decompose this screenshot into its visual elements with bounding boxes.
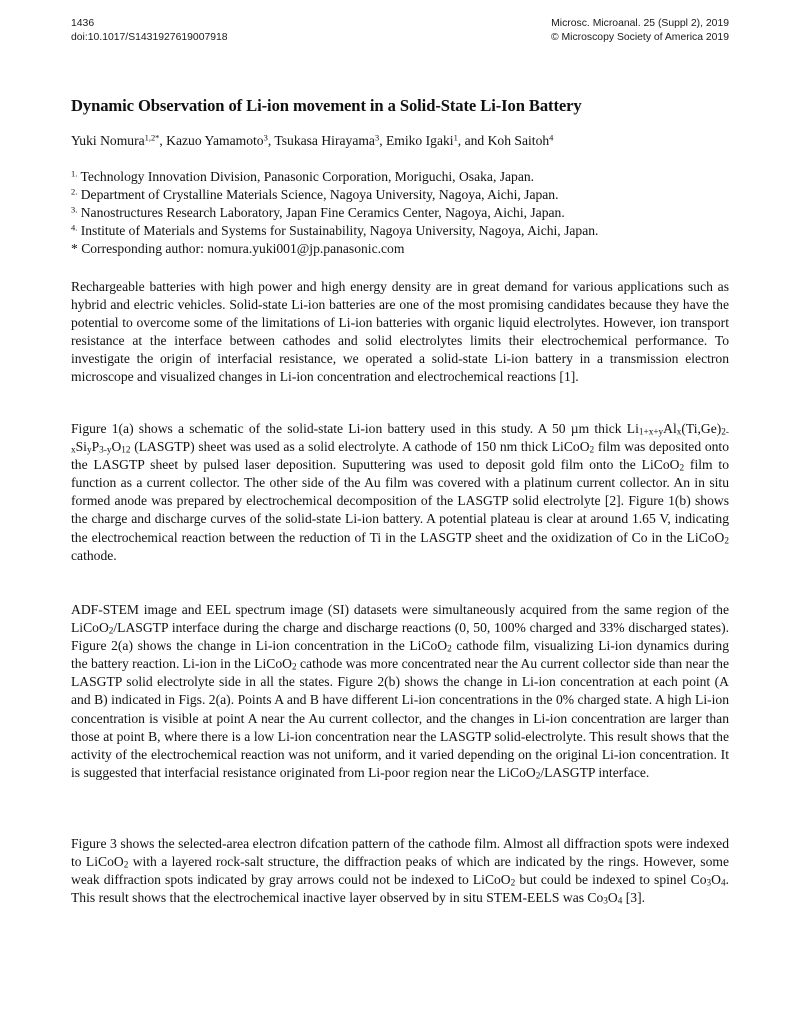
author-affiliation-marker: 3: [374, 132, 380, 143]
affiliations: [71, 168, 598, 258]
affiliation: $^{3.}$ Nanostructures Research Laboratory, Japan Fine Ceramics Center, Nagoya, Aichi, Japan.: [71, 204, 565, 220]
author-affiliation-marker: 4: [549, 132, 554, 143]
author-affiliation-marker: 1: [453, 132, 458, 143]
header-right: [551, 17, 729, 44]
author: Yuki Nomura$^{1,2*}$: [71, 132, 160, 148]
author-affiliation-marker: 3: [263, 132, 268, 143]
paper-title: Dynamic Observation of Li-ion movement in a Solid-State Li-Ion Battery: [71, 96, 582, 115]
journal-citation: Microsc. Microanal. 25 (Suppl 2), 2019: [551, 18, 729, 29]
paragraph-introduction: Rechargeable batteries with high power and high energy density are in great demand for various applications such as hybrid and electric vehicles. Solid-state Li-ion batteries are one of the most promising candidates because they have the potential to overcome some of the limitations of Li-ion batteries with organic liquid electrolytes. However, ion transport resistance at the interface between cathodes and solid electrolytes limits their electrochemical performance. To investigate the origin of interfacial resistance, we operated a solid-state Li-ion battery in a transmission electron microscope and visualized changes in Li-ion concentration and electrochemical reactions [1].: [71, 279, 729, 385]
affiliation: $^{4.}$ Institute of Materials and Systems for Sustainability, Nagoya University, Nagoya, Aichi, Japan.: [71, 222, 599, 238]
paragraph-figure-2: ADF-STEM image and EEL spectrum image (SI) datasets were simultaneously acquired from the same region of the LiCoO$_2$/LASGTP interface during the charge and discharge reactions (0, 50, 100% charged and 33% discharged states). Figure 2(a) shows the change in Li-ion concentration in the LiCoO$_2$ cathode film, visualizing Li-ion dynamics during the battery reaction. Li-ion in the LiCoO$_2$ cathode was more concentrated near the Au current collector side than near the LASGTP solid electrolyte side in all the states. Figure 2(b) shows the change in Li-ion concentration at each point (A and B) indicated in Figs. 2(a). Points A and B have different Li-ion concentrations in the 0% charged state. A high Li-ion concentration is visible at point A near the Au current collector, and the changes in Li-ion concentration are larger than those at point B, where there is a low Li-ion concentration near the LASGTP solid-electrolyte. This result shows that the activity of the electrochemical reaction was not uniform, and it varied depending on the original Li-ion concentration. It is suggested that interfacial resistance originated from Li-poor region near the LiCoO$_2$/LASGTP interface.: [71, 602, 729, 781]
copyright: © Microscopy Society of America 2019: [550, 31, 729, 43]
author-list: Yuki Nomura$^{1,2*}$, Kazuo Yamamoto$^3$, Tsukasa Hirayama$^3$, Emiko Igaki$^1$, and Koh Saitoh$^4$: [71, 132, 554, 148]
author: Emiko Igaki$^1$: [385, 132, 458, 148]
author: Koh Saitoh$^4$: [487, 132, 554, 148]
author: Tsukasa Hirayama$^3$: [274, 132, 380, 148]
affiliation: $^{2.}$ Department of Crystalline Materials Science, Nagoya University, Nagoya, Aichi, Japan.: [71, 186, 559, 202]
header-left: [71, 17, 228, 44]
page-number: 1436: [71, 18, 95, 29]
doi: doi:10.1017/S1431927619007918: [71, 31, 228, 43]
author: Kazuo Yamamoto$^3$: [166, 132, 268, 148]
affiliation: $^{1.}$ Technology Innovation Division, Panasonic Corporation, Moriguchi, Osaka, Japan.: [71, 168, 535, 184]
paragraph-figure-3: Figure 3 shows the selected-area electron difcation pattern of the cathode film. Almost all diffraction spots were indexed to LiCoO$_2$ with a layered rock-salt structure, the diffraction peaks of which are indicated by the rings. However, some weak diffraction spots indicated by gray arrows could not be indexed to LiCoO$_2$ but could be indexed to spinel $Co_3O_4$. This result shows that the electrochemical inactive layer observed by in situ STEM-EELS was $Co_3O_4$ [3].: [71, 836, 729, 906]
author-affiliation-marker: 1,2*: [144, 132, 160, 143]
paragraph-figure-1: Figure 1(a) shows a schematic of the solid-state Li-ion battery used in this study. A 50 µm thick $Li_{1+x+y}Al_x(Ti,Ge)_{2-x}Si_yP_{3-y}O_{12}$ (LASGTP) sheet was used as a solid electrolyte. A cathode of 150 nm thick LiCoO$_2$ film was deposited onto the LASGTP sheet by pulsed laser deposition. Suputtering was used to deposit gold film onto the LiCoO$_2$ film to function as a current collector. The other side of the Au film was covered with a platinum current collector. An in situ formed anode was prepared by electrochemical decomposition of the LASGTP solid electrolyte [2]. Figure 1(b) shows the charge and discharge curves of the solid-state Li-ion battery. A potential plateau is clear at around 1.65 V, indicating the electrochemical reaction between the reduction of Ti in the LASGTP sheet and the oxidization of Co in the LiCoO$_2$ cathode.: [71, 421, 730, 563]
corresponding-author: * Corresponding author: nomura.yuki001@jp.panasonic.com: [71, 241, 405, 256]
